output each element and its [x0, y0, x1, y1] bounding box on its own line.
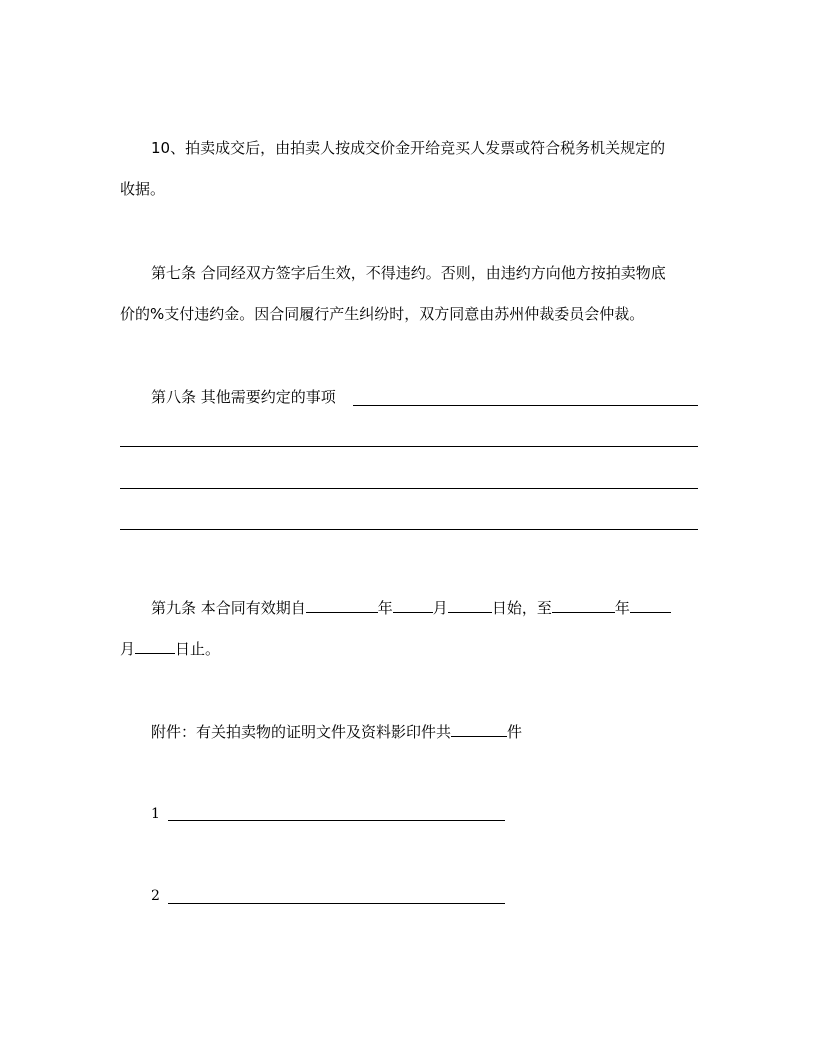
item10-line2: 收据。: [120, 180, 166, 198]
start-month-blank[interactable]: [393, 595, 433, 613]
end-month-blank[interactable]: [630, 595, 671, 613]
list-item-1-number: 1: [151, 806, 160, 822]
article8-fill-line-4[interactable]: [120, 529, 698, 530]
item10-line1: 10、拍卖成交后，由拍卖人按成交价金开给竞买人发票或符合税务机关规定的: [151, 139, 666, 157]
attachment-count-blank[interactable]: [451, 719, 507, 737]
article9-line2: 月 日止。: [120, 636, 698, 660]
list-item-2-number: 2: [151, 888, 160, 904]
attachment-line: 附件：有关拍卖物的证明文件及资料影印件共 件: [151, 719, 522, 743]
article9-line1: 第九条 本合同有效期自 年 月 日始，至 年: [151, 595, 699, 619]
list-item-1-fill-line[interactable]: [168, 820, 505, 821]
article8-fill-line-2[interactable]: [120, 446, 698, 447]
article7-line2: 价的%支付违约金。因合同履行产生纠纷时，双方同意由苏州仲裁委员会仲裁。: [120, 305, 645, 323]
article8-fill-line-1[interactable]: [353, 405, 698, 406]
article7-line1: 第七条 合同经双方签字后生效，不得违约。否则，由违约方向他方按拍卖物底: [151, 264, 666, 282]
article8-label: 第八条 其他需要约定的事项: [151, 388, 336, 406]
end-day-blank[interactable]: [135, 636, 175, 654]
end-year-blank[interactable]: [552, 595, 615, 613]
article8-fill-line-3[interactable]: [120, 488, 698, 489]
start-day-blank[interactable]: [448, 595, 492, 613]
start-year-blank[interactable]: [306, 595, 378, 613]
list-item-2-fill-line[interactable]: [168, 903, 505, 904]
